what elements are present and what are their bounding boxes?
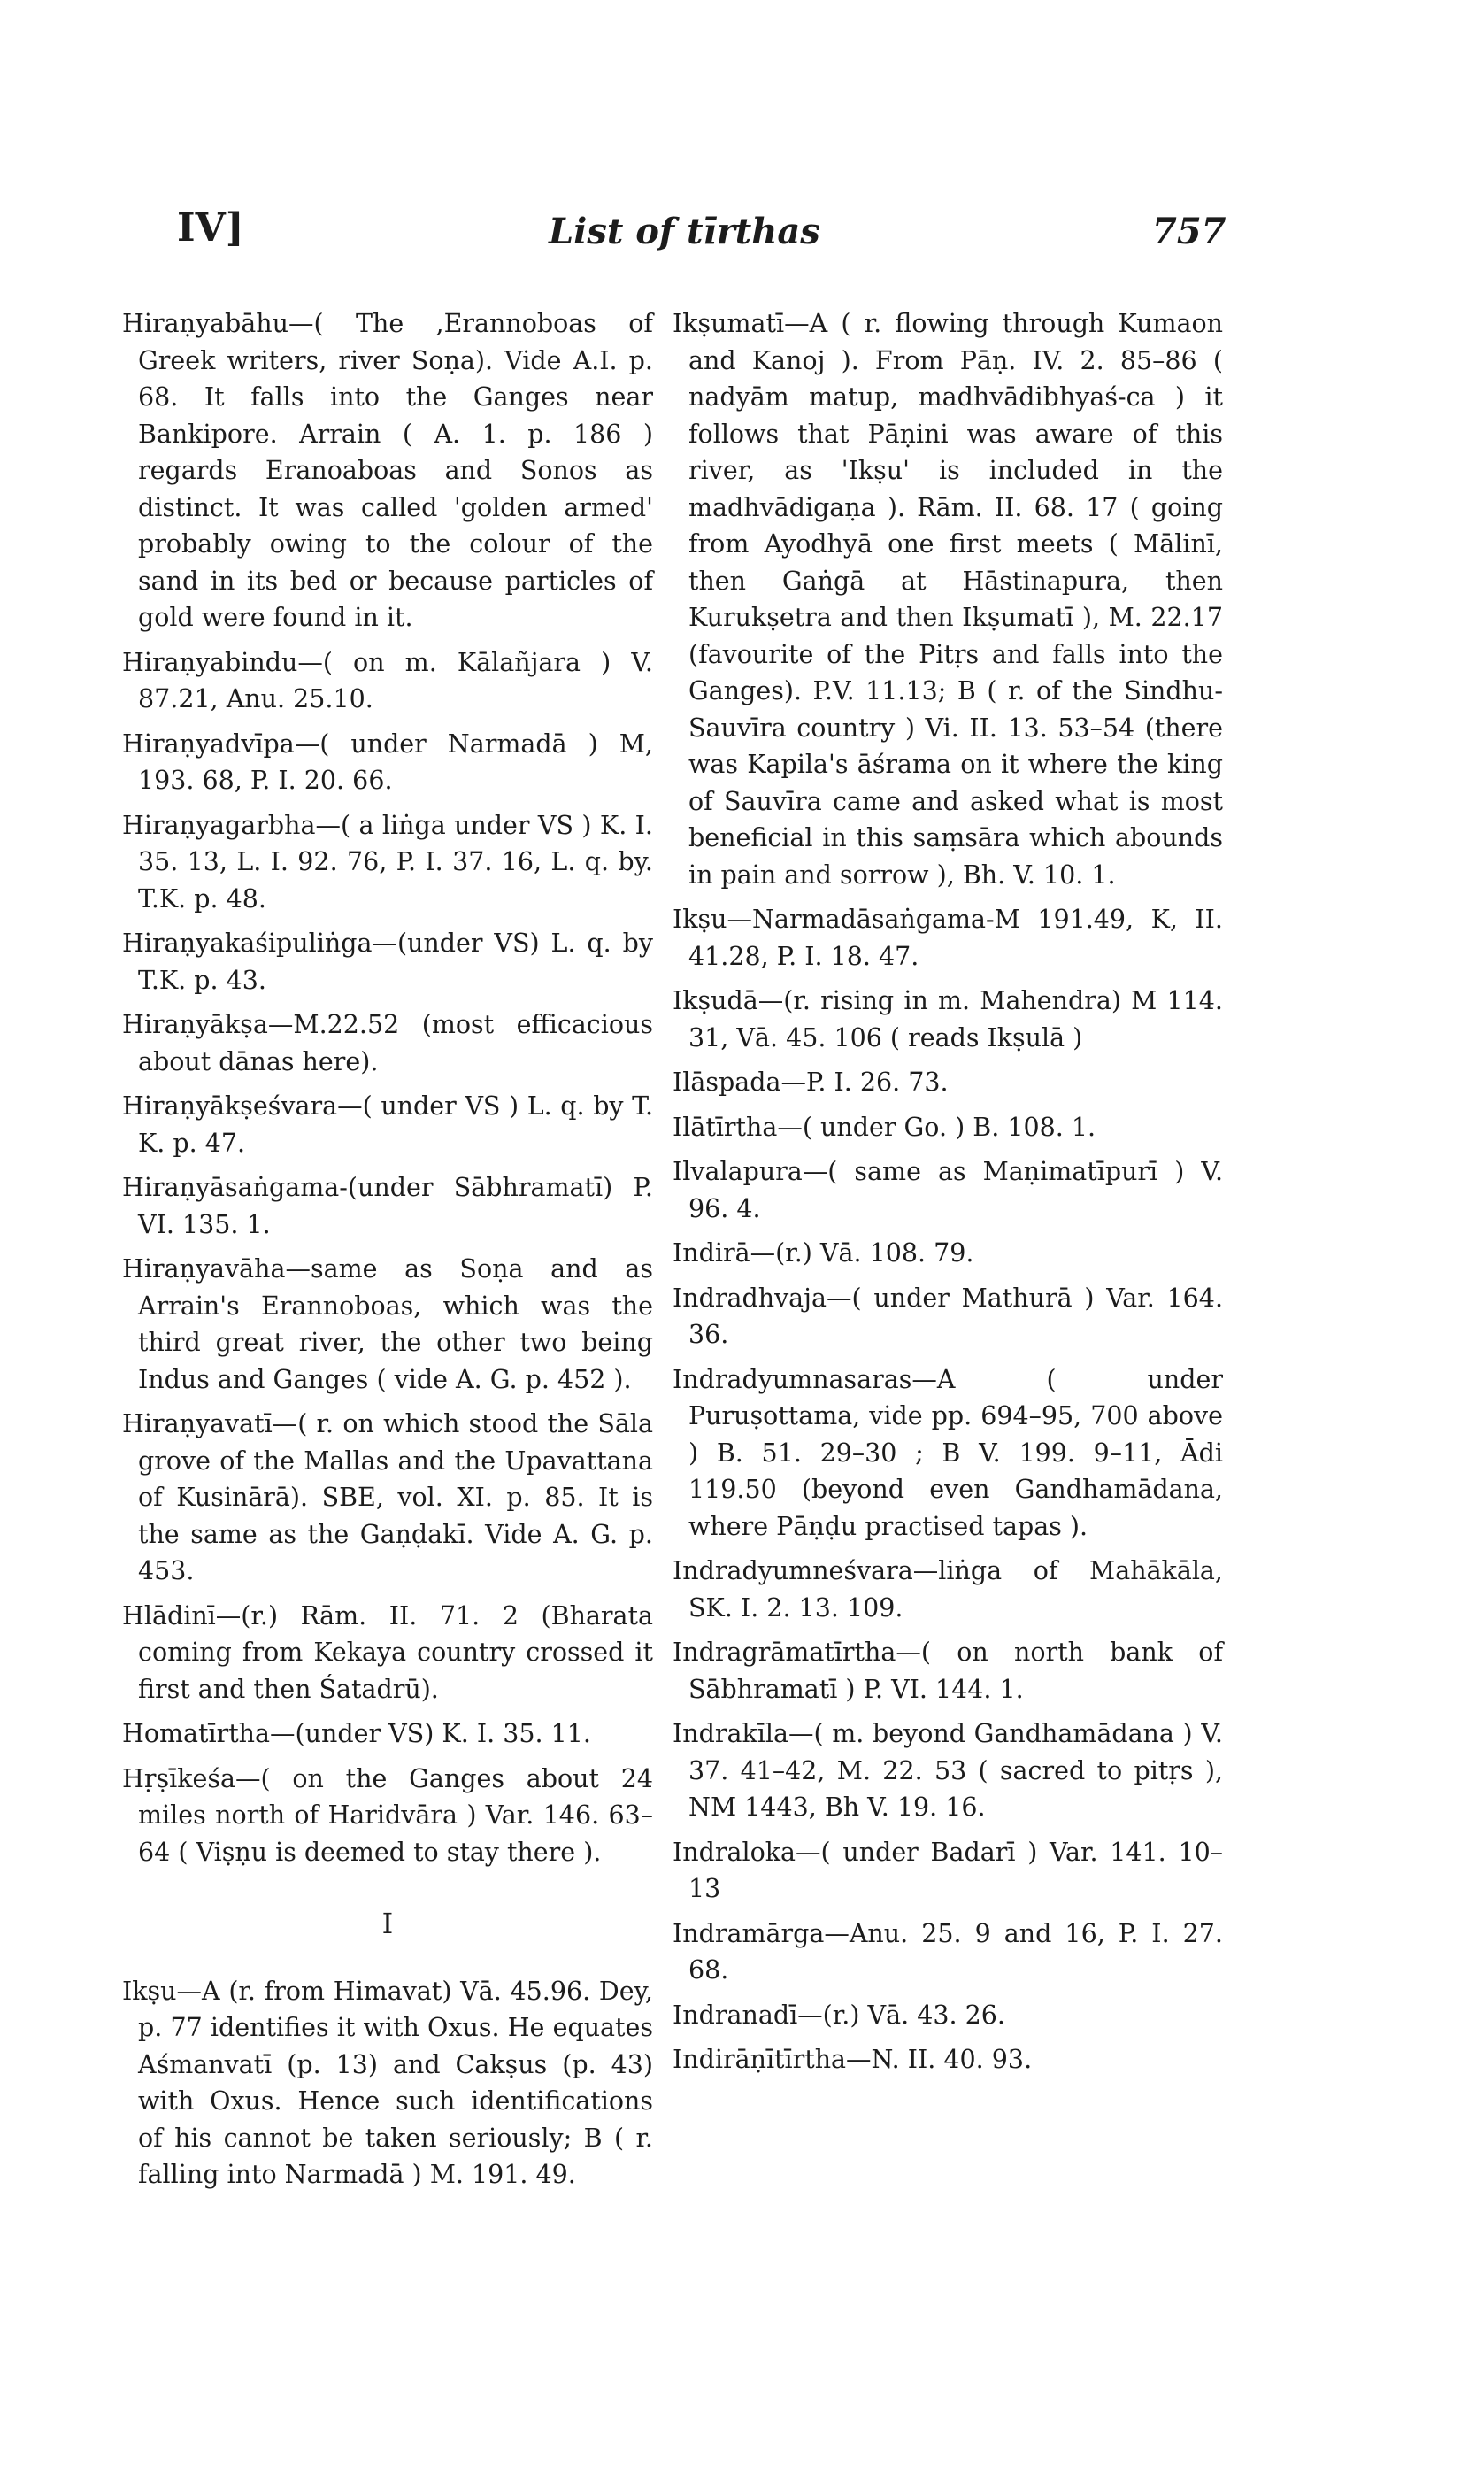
entry-hrsikesa: Hṛṣīkeśa—( on the Ganges about 24 miles north of Haridvāra ) Var. 146. 63–64 ( Viṣṇu is deemed to stay there ). xyxy=(122,1763,653,1867)
entry-indraloka: Indraloka—( under Badarī ) Var. 141. 10–13 xyxy=(673,1837,1223,1903)
left-column xyxy=(122,305,653,2201)
entry-hiranyaksesvara: Hiraṇyākṣeśvara—( under VS ) L. q. by T. K. p. 47. xyxy=(122,1091,653,1158)
entry-hiranyadvipa: Hiraṇyadvīpa—( under Narmadā ) M, 193. 68, P. I. 20. 66. xyxy=(122,729,653,795)
entry-iksumati: Ikṣumatī—A ( r. flowing through Kumaon and Kanoj ). From Pāṇ. IV. 2. 85–86 ( nadyām matup, madhvādibhyaś-ca ) it follows that Pāṇini was aware of this river, as 'Ikṣu' is included in the madhvādigaṇa ). Rām. II. 68. 17 ( going from Ayodhyā one first meets ( Mālinī, then Gaṅgā at Hāstinapura, then Kurukṣetra and then Ikṣumatī ), M. 22.17 (favourite of the Pitṛs and falls into the Ganges). P.V. 11.13; B ( r. of the Sindhu-Sauvīra country ) Vi. II. 13. 53–54 (there was Kapila's āśrama on it where the king of Sauvīra came and asked what is most beneficial in this saṃsāra which abounds in pain and sorrow ), Bh. V. 10. 1. xyxy=(673,309,1223,890)
section-heading-i: I xyxy=(381,1907,394,1940)
entry-hiranyasangama: Hiraṇyāsaṅgama-(under Sābhramatī) P. VI. 135. 1. xyxy=(122,1173,653,1239)
entry-indradyumnesvara: Indradyumneśvara—liṅga of Mahākāla, SK. I. 2. 13. 109. xyxy=(673,1556,1223,1623)
entry-hiranyabahu: Hiraṇyabāhu—( The ,Erannoboas of Greek writers, river Soṇa). Vide A.I. p. 68. It falls into the Ganges near Bankipore. Arrain ( A. 1. p. 186 ) regards Eranoaboas and Sonos as distinct. It was called 'golden armed' probably owing to the colour of the sand in its bed or because particles of gold were found in it. xyxy=(122,309,653,632)
entry-hiranyavati: Hiraṇyavatī—( r. on which stood the Sāla grove of the Mallas and the Upavattana of Kusinārā). SBE, vol. XI. p. 85. It is the same as the Gaṇḍakī. Vide A. G. p. 453. xyxy=(122,1409,653,1585)
entry-iksu-narmadasangama: Ikṣu—Narmadāsaṅgama-M 191.49, K, II. 41.28, P. I. 18. 47. xyxy=(673,905,1223,971)
entry-hiranyavaha: Hiraṇyavāha—same as Soṇa and as Arrain's Erannoboas, which was the third great river, the other two being Indus and Ganges ( vide A. G. p. 452 ). xyxy=(122,1254,653,1394)
entry-indragramatirtha: Indragrāmatīrtha—( on north bank of Sābhramatī ) P. VI. 144. 1. xyxy=(673,1638,1223,1704)
entry-iksuda: Ikṣudā—(r. rising in m. Mahendra) M 114. 31, Vā. 45. 106 ( reads Ikṣulā ) xyxy=(673,986,1223,1052)
entry-indiranitirtha: Indirāṇītīrtha—N. II. 40. 93. xyxy=(673,2045,1033,2074)
page-number: 757 xyxy=(1152,211,1226,252)
entry-iksu: Ikṣu—A (r. from Himavat) Vā. 45.96. Dey, p. 77 identifies it with Oxus. He equates Aśmanvatī (p. 13) and Cakṣus (p. 43) with Oxus. Hence such identifications of his cannot be taken seriously; B ( r. falling into Narmadā ) M. 191. 49. xyxy=(122,1976,653,2189)
entry-indranadi: Indranadī—(r.) Vā. 43. 26. xyxy=(673,2000,1005,2030)
part-marker: IV] xyxy=(177,205,244,251)
entry-hiranyakasipulinga: Hiraṇyakaśipuliṅga—(under VS) L. q. by T.K. p. 43. xyxy=(122,929,653,995)
entry-ilaspada: Ilāspada—P. I. 26. 73. xyxy=(673,1068,949,1097)
entry-indradyumnasaras: Indradyumnasaras—A ( under Puruṣottama, vide pp. 694–95, 700 above ) B. 51. 29–30 ; B V. 199. 9–11, Ādi 119.50 (beyond even Gandhamādana, where Pāṇḍu practised tapas ). xyxy=(673,1364,1223,1541)
entry-indrakila: Indrakīla—( m. beyond Gandhamādana ) V. 37. 41–42, M. 22. 53 ( sacred to pitṛs ), NM 1443, Bh V. 19. 16. xyxy=(673,1719,1223,1822)
entry-hladini: Hlādinī—(r.) Rām. II. 71. 2 (Bharata coming from Kekaya country crossed it first and then Śatadrū). xyxy=(122,1600,653,1704)
entry-hiranyaksa: Hiraṇyākṣa—M.22.52 (most efficacious about dānas here). xyxy=(122,1010,653,1076)
entry-indradhvaja: Indradhvaja—( under Mathurā ) Var. 164. 36. xyxy=(673,1283,1223,1349)
running-title: List of tīrthas xyxy=(549,211,820,252)
entry-hiranyagarbha: Hiraṇyagarbha—( a liṅga under VS ) K. I. 35. 13, L. I. 92. 76, P. I. 37. 16, L. q. by. T.K. p. 48. xyxy=(122,810,653,914)
entry-homatirtha: Homatīrtha—(under VS) K. I. 35. 11. xyxy=(122,1719,591,1748)
entry-indramarga: Indramārga—Anu. 25. 9 and 16, P. I. 27. 68. xyxy=(673,1918,1223,1985)
entry-ilvalapura: Ilvalapura—( same as Maṇimatīpurī ) V. 96. 4. xyxy=(673,1157,1223,1223)
entry-indira: Indirā—(r.) Vā. 108. 79. xyxy=(673,1238,974,1268)
right-column xyxy=(673,305,1223,2086)
page-header xyxy=(0,205,1484,267)
entry-hiranyabindu: Hiraṇyabindu—( on m. Kālañjara ) V. 87.21, Anu. 25.10. xyxy=(122,647,653,713)
entry-ilatirtha: Ilātīrtha—( under Go. ) B. 108. 1. xyxy=(673,1112,1096,1142)
